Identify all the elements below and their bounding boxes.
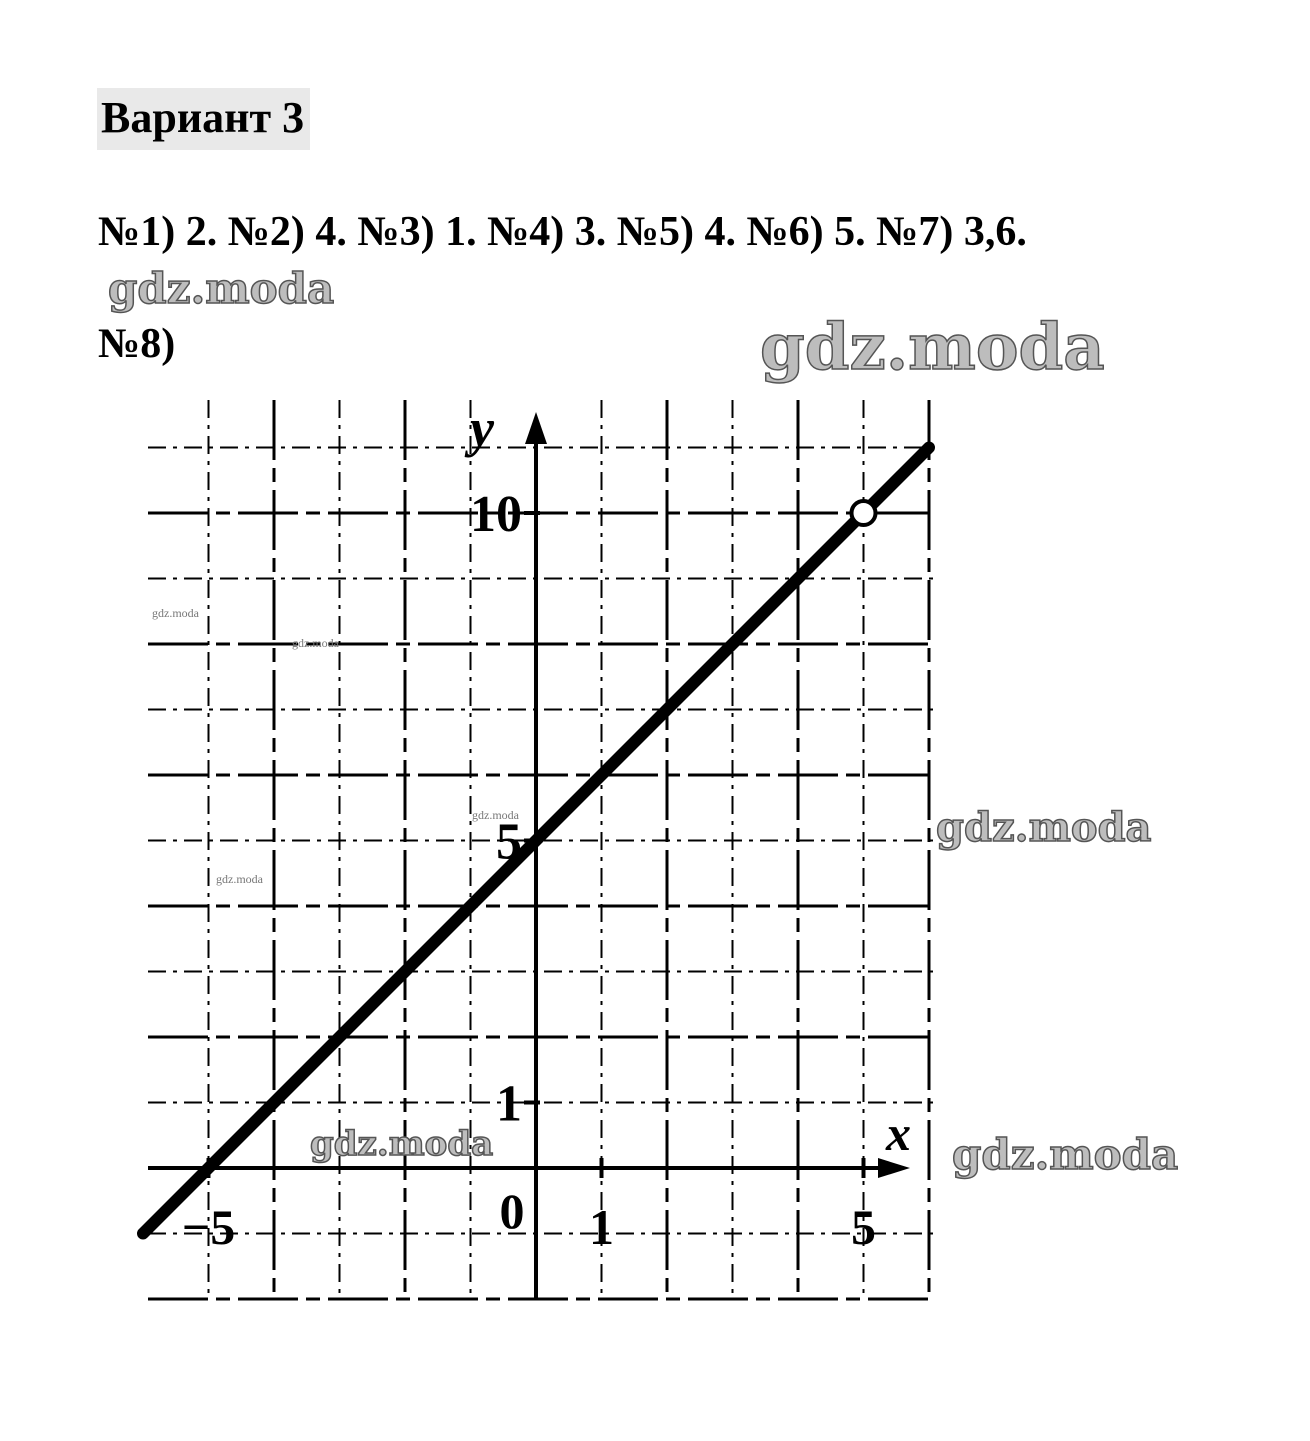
watermark-small: gdz.moda	[472, 808, 519, 822]
x-tick-label: 1	[589, 1199, 614, 1255]
y-tick-label: 10	[470, 486, 522, 543]
watermark: gdz.moda	[936, 804, 1152, 851]
x-tick-label: −5	[181, 1199, 236, 1255]
variant-heading: Вариант 3	[97, 88, 310, 150]
x-axis-arrow	[878, 1158, 910, 1178]
task-8-label: №8)	[98, 321, 176, 367]
y-tick-label: 5	[496, 813, 522, 871]
y-axis-arrow	[525, 412, 547, 444]
y-tick-label: 1	[496, 1075, 522, 1133]
open-point	[852, 501, 876, 525]
watermark: gdz.moda	[760, 310, 1105, 385]
x-axis-label: x	[886, 1105, 911, 1161]
y-axis-label: y	[470, 398, 494, 458]
watermark: gdz.moda	[108, 264, 335, 313]
watermark-small: gdz.moda	[152, 606, 199, 620]
x-tick-label: 0	[499, 1183, 525, 1239]
watermark-small: gdz.moda	[292, 636, 339, 650]
watermark-small: gdz.moda	[216, 872, 263, 886]
watermark: gdz.moda	[310, 1124, 494, 1164]
x-tick-label: 5	[851, 1199, 876, 1255]
answers-line: №1) 2. №2) 4. №3) 1. №4) 3. №5) 4. №6) 5. №7) 3,6.	[98, 209, 1027, 255]
watermark: gdz.moda	[952, 1130, 1179, 1179]
